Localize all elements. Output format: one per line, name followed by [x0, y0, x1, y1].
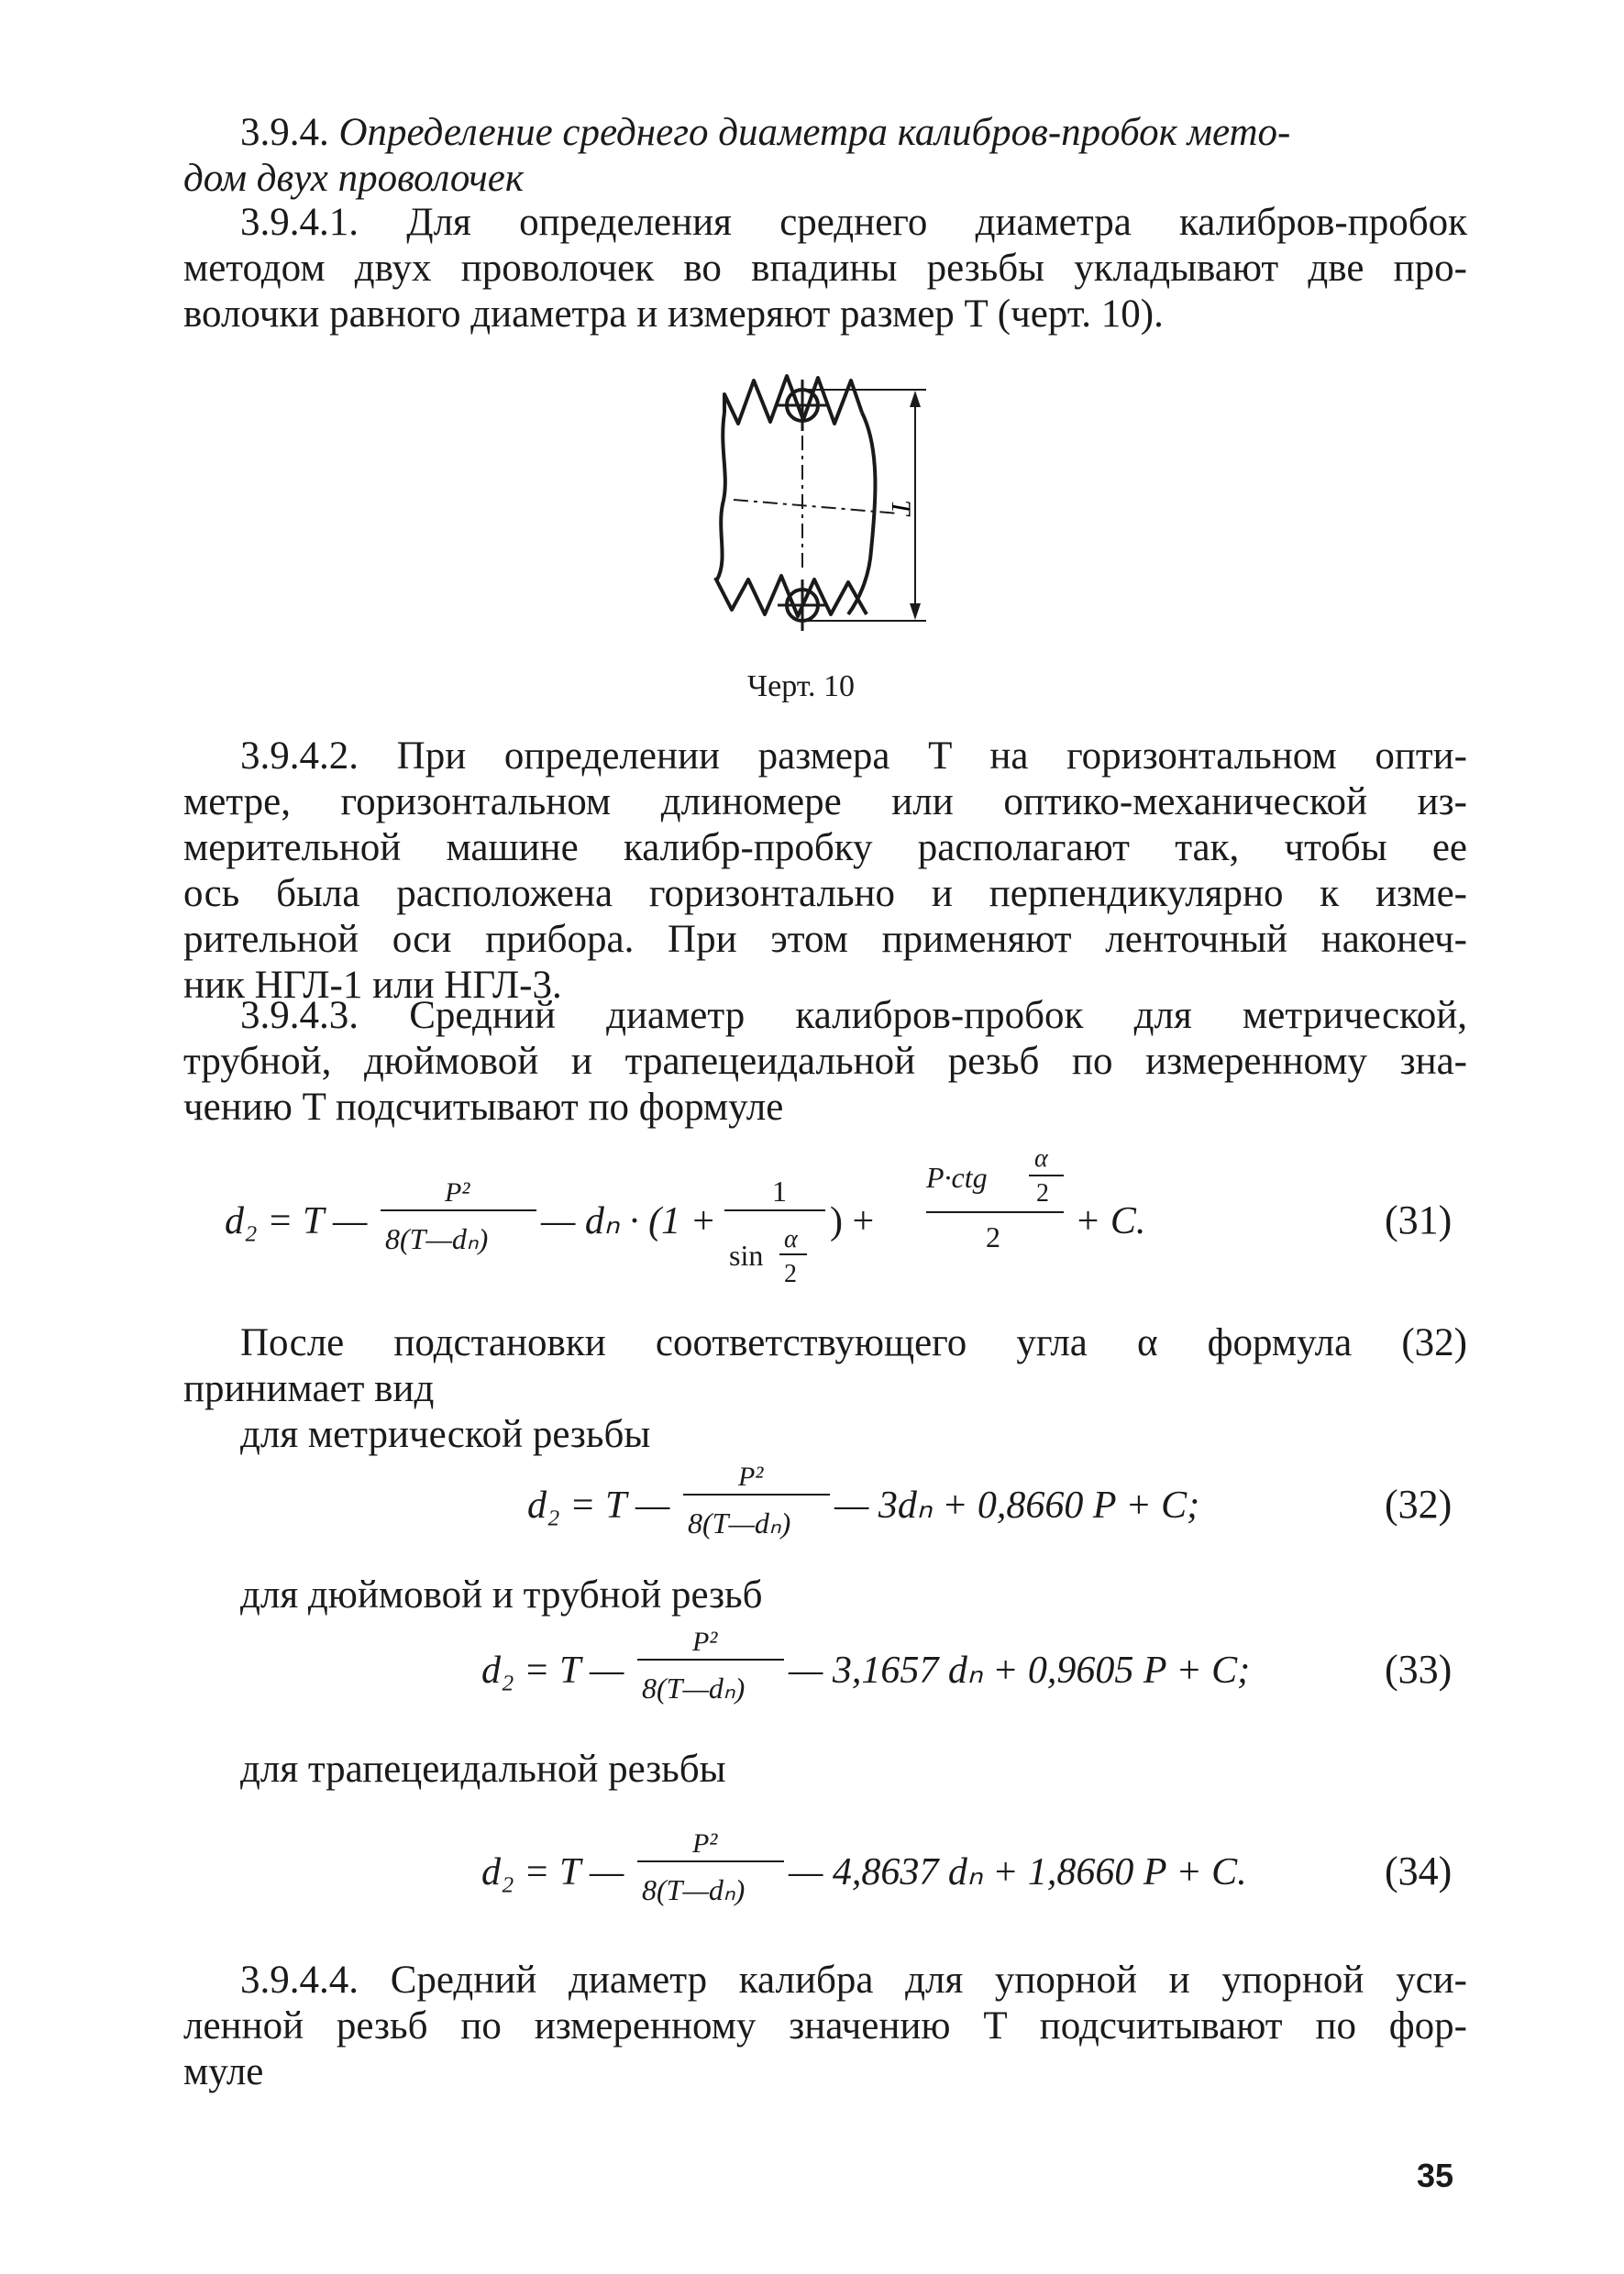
thread-gauge-figure [697, 339, 954, 651]
para-line: рительной оси прибора. При этом применяют ленточный наконеч- [183, 918, 1467, 961]
f31-frac2-den-two: 2 [784, 1260, 797, 1288]
f31-frac3-num: P·ctg [926, 1161, 988, 1194]
page-number: 35 [1417, 2157, 1454, 2194]
figure-caption: Черт. 10 [747, 669, 856, 703]
para-line: чению T подсчитывают по формуле [183, 1086, 784, 1129]
f31-tail: + C. [1075, 1200, 1146, 1242]
para-line: После подстановки соответствующего угла α формула (32) [240, 1321, 1467, 1364]
f32-lhs: d₂ = T — [527, 1485, 670, 1527]
para-line: принимает вид [183, 1367, 435, 1410]
f33-lhs: d₂ = T — [481, 1650, 624, 1692]
f33-den: 8(T—dₙ) [642, 1672, 746, 1705]
para-line: методом двух проволочек во впадины резьбы укладывают две про- [183, 247, 1467, 290]
f34-lhs: d₂ = T — [481, 1851, 624, 1893]
paragraph-after-31 [183, 1320, 1467, 1458]
para-line: 3.9.4.2. При определении размера T на горизонтальном опти- [240, 734, 1467, 778]
f32-rhs: — 3dₙ + 0,8660 P + C; [834, 1485, 1200, 1527]
para-line: мерительной машине калибр-пробку располагают так, чтобы ее [183, 826, 1467, 869]
f31-mid: — dₙ · (1 + [541, 1200, 716, 1242]
dimension-arrow-up [910, 391, 921, 407]
f33-num: P² [692, 1627, 718, 1657]
f33-rhs: — 3,1657 dₙ + 0,9605 P + C; [789, 1650, 1251, 1692]
right-contour [848, 413, 875, 614]
f31-frac1-den: 8(T—dₙ) [385, 1222, 489, 1255]
paragraph-3944 [183, 1958, 1467, 2095]
para-line: 3.9.4.3. Средний диаметр калибров-пробок для метрической, [240, 994, 1467, 1037]
para-line: метре, горизонтальном длиномере или оптико-механической из- [183, 780, 1467, 823]
metric-label: для метрической резьбы [240, 1413, 651, 1456]
f31-lhs: d₂ = T — [225, 1200, 368, 1242]
trap-label: для трапецеидальной резьбы [240, 1748, 726, 1791]
f32-number: (32) [1385, 1482, 1453, 1527]
f31-frac2-num: 1 [772, 1175, 787, 1208]
heading-number: 3.9.4. [240, 111, 329, 154]
para-line: 3.9.4.4. Средний диаметр калибра для упорной и упорной уси- [240, 1959, 1467, 2002]
f31-frac3-num-alpha: α [1034, 1144, 1048, 1173]
f31-frac3-num-two: 2 [1036, 1179, 1049, 1208]
dimension-arrow-down [910, 603, 921, 620]
f31-frac2-den-alpha: α [784, 1225, 798, 1253]
f31-frac2-den-sin: sin [729, 1239, 764, 1272]
para-line: волочки равного диаметра и измеряют размер T (черт. 10). [183, 293, 1164, 336]
f32-den: 8(T—dₙ) [688, 1507, 791, 1540]
paragraph-3943 [183, 993, 1467, 1131]
paragraph-3941 [183, 200, 1467, 337]
f34-num: P² [692, 1828, 718, 1859]
para-line: ось была расположена горизонтально и перпендикулярно к изме- [183, 872, 1467, 915]
para-line: ленной резьб по измеренному значению T подсчитывают по фор- [183, 2004, 1467, 2048]
paragraph-3942 [183, 734, 1467, 1009]
f34-rhs: — 4,8637 dₙ + 1,8660 P + C. [789, 1851, 1247, 1893]
f33-number: (33) [1385, 1647, 1453, 1692]
f31-close: ) + [830, 1200, 875, 1242]
para-line: 3.9.4.1. Для определения среднего диаметра калибров-пробок [240, 201, 1467, 244]
f34-den: 8(T—dₙ) [642, 1873, 746, 1906]
f34-number: (34) [1385, 1849, 1453, 1893]
f32-num: P² [738, 1462, 764, 1492]
heading-title-2: дом двух проволочек [183, 157, 524, 200]
section-heading [183, 110, 1467, 156]
dimension-label: T [886, 500, 916, 515]
f31-frac3-den: 2 [986, 1220, 1000, 1253]
para-line: ник НГЛ-1 или НГЛ-3. [183, 964, 562, 1007]
left-break-line [717, 413, 725, 580]
para-line: трубной, дюймовой и трапецеидальной резьб по измеренному зна- [183, 1040, 1467, 1083]
inch-label: для дюймовой и трубной резьб [240, 1573, 763, 1617]
f31-frac1-num: P² [445, 1177, 470, 1208]
para-line: муле [183, 2050, 264, 2093]
f31-number: (31) [1385, 1198, 1453, 1242]
heading-title-1: Определение среднего диаметра калибров-пробок мето- [338, 111, 1291, 154]
